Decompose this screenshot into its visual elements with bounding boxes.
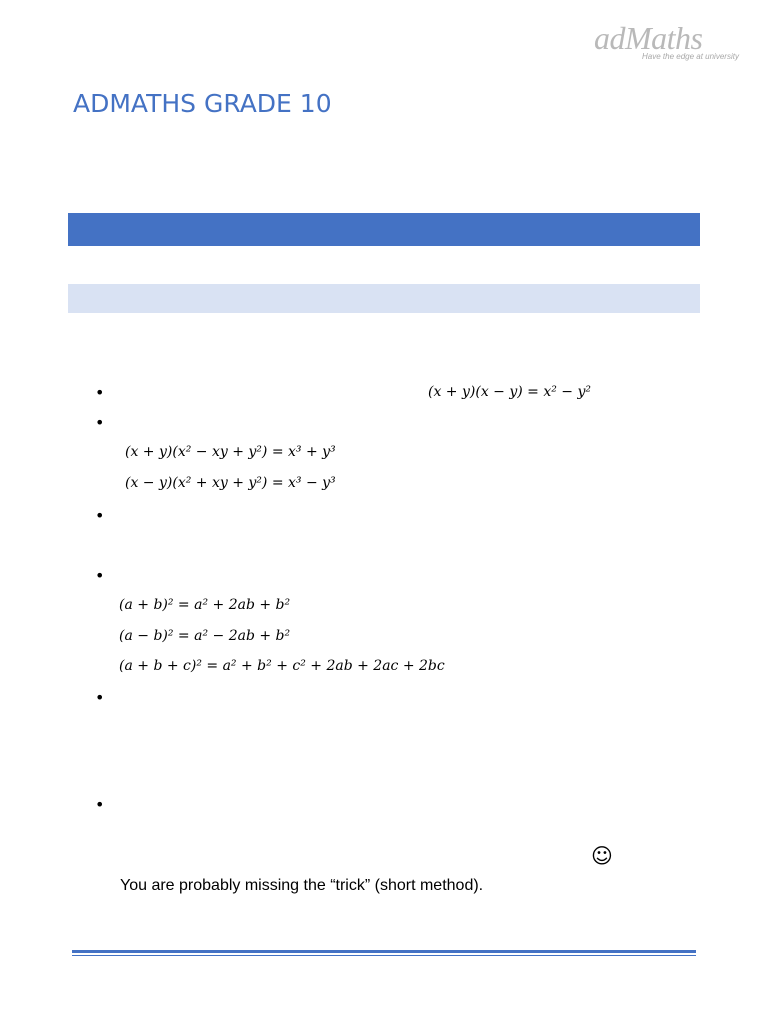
bullet-marker: • (95, 688, 105, 707)
admaths-logo (594, 20, 749, 65)
difference-of-squares-equation: (x + y)(x − y) = x² − y² (428, 384, 592, 400)
smiley-icon: ☺ (591, 844, 613, 868)
page-title: ADMATHS GRADE 10 (73, 89, 332, 118)
bullet-marker: • (95, 795, 105, 814)
trick-note: You are probably missing the “trick” (short method). (120, 877, 484, 894)
logo-wordmark: adMaths (594, 20, 703, 56)
difference-of-cubes-equation: (x − y)(x² + xy + y²) = x³ − y³ (125, 475, 336, 491)
bullet-marker: • (95, 506, 105, 525)
square-of-trinomial-equation: (a + b + c)² = a² + b² + c² + 2ab + 2ac + 2bc (119, 658, 445, 674)
footer-rule-thin (72, 955, 696, 956)
subsection-header-band (68, 284, 700, 313)
bullet-marker: • (95, 566, 105, 585)
footer-rule (72, 950, 696, 953)
bullet-marker: • (95, 383, 105, 402)
square-of-difference-equation: (a − b)² = a² − 2ab + b² (119, 628, 291, 644)
logo-tagline: Have the edge at university (642, 52, 739, 61)
bullet-marker: • (95, 413, 105, 432)
square-of-sum-equation: (a + b)² = a² + 2ab + b² (119, 597, 291, 613)
sum-of-cubes-equation: (x + y)(x² − xy + y²) = x³ + y³ (125, 444, 336, 460)
section-header-band (68, 213, 700, 246)
